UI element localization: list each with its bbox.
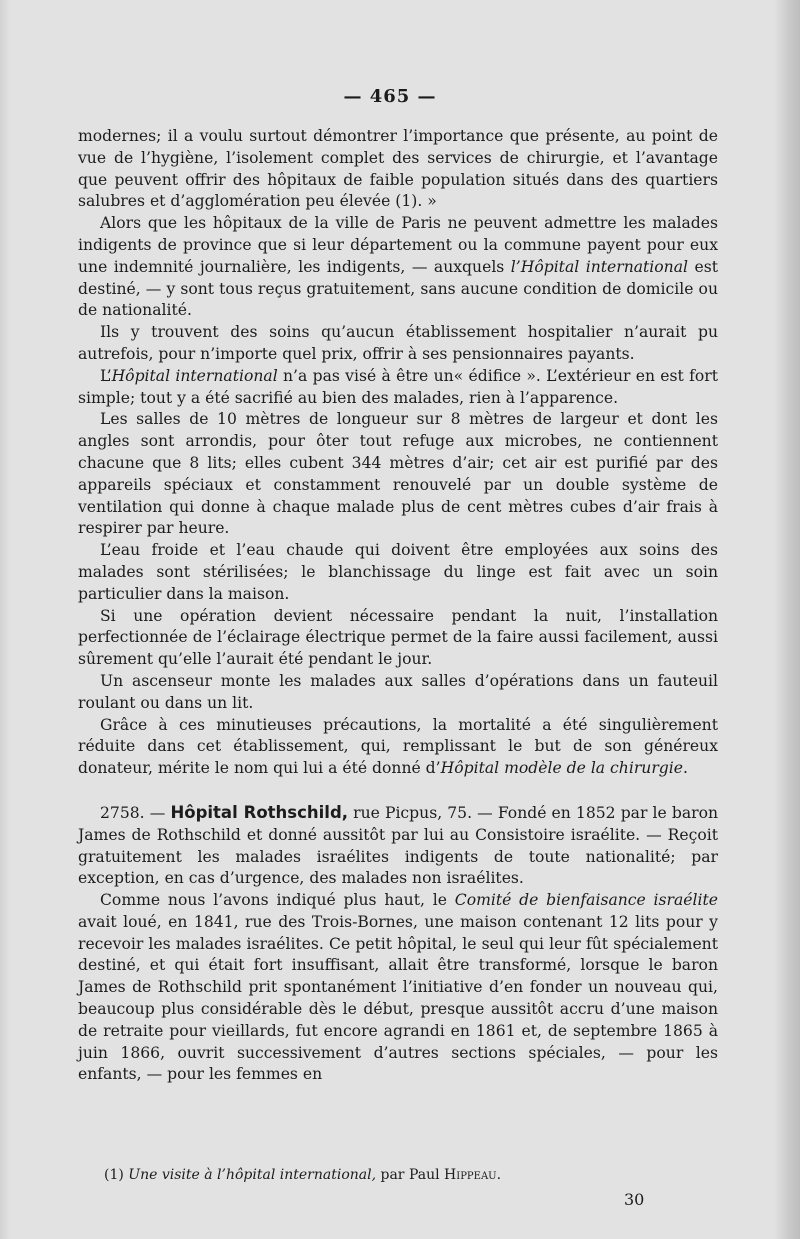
page-header-marker: — 465 —: [343, 86, 437, 107]
paragraph-3: Ils y trouvent des soins qu’aucun établissement hospitalier n’aurait pu autrefois, pour n’importe quel prix, offrir à ses pensionnaires payants.: [78, 323, 718, 363]
entry-2758: 2758. — Hôpital Rothschild, rue Picpus, 75. — Fondé en 1852 par le baron James de Rothschild et donné aussitôt par lui au Consistoire israélite. — Reçoit gratuitement les malades israélites indigents de toute nationalité; par exception, en cas d’urgence, des malades non israélites.: [78, 802, 718, 888]
paragraph-8: Un ascenseur monte les malades aux salles d’opérations dans un fauteuil roulant ou dans un lit.: [78, 671, 718, 712]
body-text: [78, 126, 718, 1086]
paragraph-7: Si une opération devient nécessaire pendant la nuit, l’installation perfectionnée de l’éclairage électrique permet de la faire aussi facilement, aussi sûrement qu’elle l’aurait été pendant le jour.: [78, 606, 718, 669]
page-left-shadow: [0, 0, 10, 1239]
paragraph-history: Comme nous l’avons indiqué plus haut, le Comité de bienfaisance israélite avait loué, en 1841, rue des Trois-Bornes, une maison contenant 12 lits pour y recevoir les malades israélites. Ce petit hôpital, le seul qui leur fût spécialement destiné, et qui était fort insuffisant, allait être transformé, lorsque le baron James de Rothschild prit spontanément l’initiative d’en fonder un nouveau qui, beaucoup plus considérable dès le début, presque aussitôt accru d’une maison de retraite pour vieillards, fut encore agrandi en 1861 et, de septembre 1865 à juin 1866, ouvrit successivement d’autres sections spéciales, — pour les enfants, — pour les femmes en: [78, 891, 718, 1084]
paragraph-6: L’eau froide et l’eau chaude qui doivent être employées aux soins des malades sont stérilisées; le blanchissage du linge est fait avec un soin particulier dans la maison.: [78, 541, 718, 603]
paragraph-1: modernes; il a voulu surtout démontrer l’importance que présente, au point de vue de l’hygiène, l’isolement complet des services de chirurgie, et l’avantage que peuvent offrir des hôpitaux de faible population situés dans des quartiers salubres et d’agglomération peu élevée (1). »: [78, 127, 718, 211]
page-number: 30: [624, 1190, 645, 1209]
paragraph-9: Grâce à ces minutieuses précautions, la mortalité a été singulièrement réduite dans cet établissement, qui, remplissant le but de son généreux donateur, mérite le nom qui lui a été donné d’Hôpital modèle de la chirurgie.: [78, 715, 718, 778]
paragraph-2: Alors que les hôpitaux de la ville de Paris ne peuvent admettre les malades indigents de province que si leur département ou la commune payent pour eux une indemnité journalière, les indigents, — auxquels l’Hôpital international est destiné, — y sont tous reçus gratuitement, sans aucune condition de domicile ou de nationalité.: [78, 214, 718, 320]
paragraph-5: Les salles de 10 mètres de longueur sur 8 mètres de largeur et dont les angles sont arrondis, pour ôter tout refuge aux microbes, ne contiennent chacune que 8 lits; elles cubent 344 mètres d’air; cet air est purifié par des appareils spéciaux et constamment renouvelé par un double système de ventilation qui donne à chaque malade plus de cent mètres cubes d’air frais à respirer par heure.: [78, 410, 718, 538]
hospital-name: Hôpital Rothschild,: [170, 802, 349, 822]
page-right-shadow: [774, 0, 800, 1239]
paragraph-4: L’Hôpital international n’a pas visé à être un« édifice ». L’extérieur en est fort simple; tout y a été sacrifié au bien des malades, rien à l’apparence.: [78, 366, 718, 407]
footnote: (1) Une visite à l’hôpital international, par Paul Hippeau.: [104, 1167, 502, 1183]
